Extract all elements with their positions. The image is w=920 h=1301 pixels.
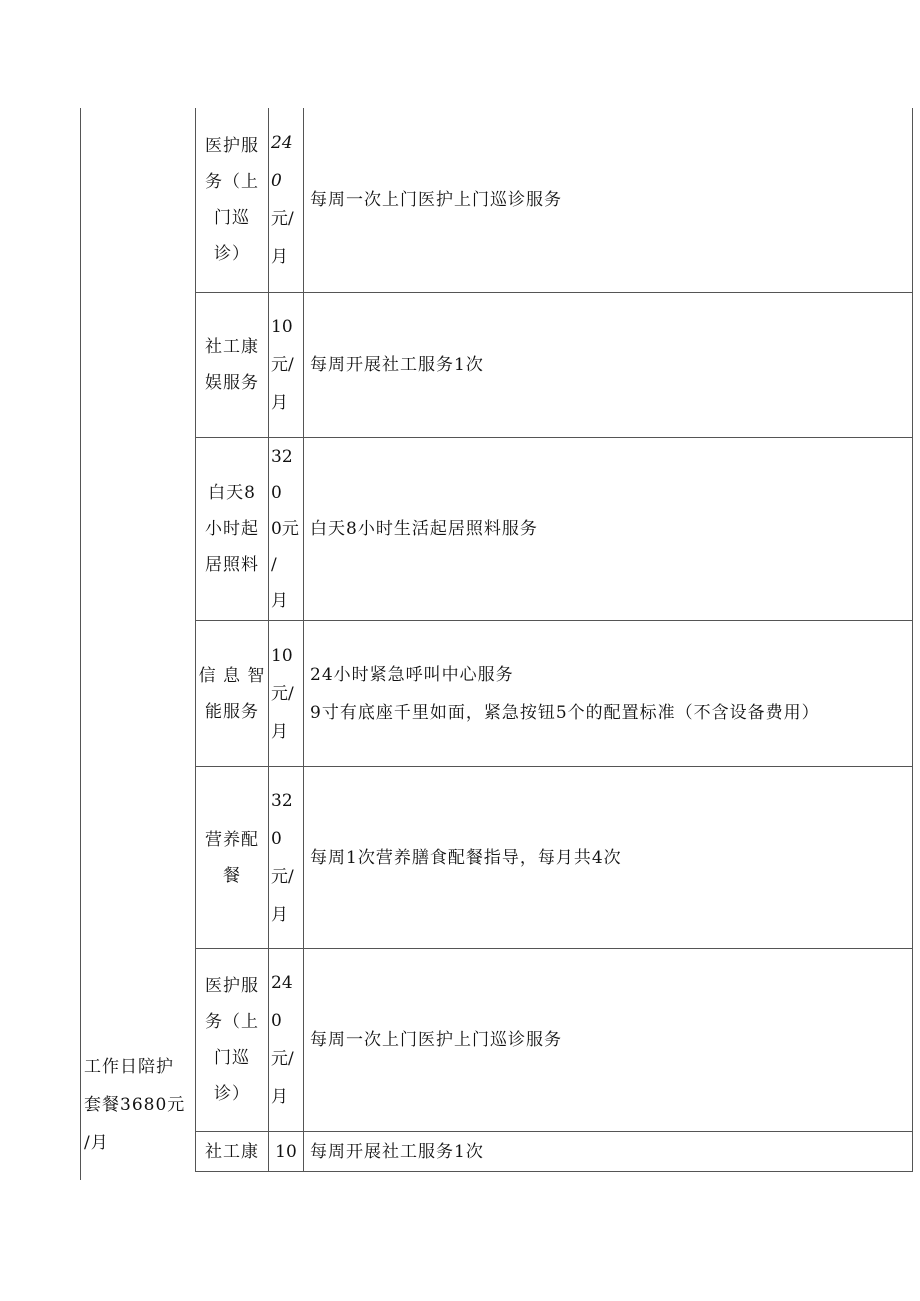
price-line: 月 xyxy=(271,247,288,267)
service-name-line: 能服务 xyxy=(205,701,259,722)
service-name-line: 医护服 xyxy=(205,976,259,996)
description-cell xyxy=(304,949,912,1131)
description-line: 每周1次营养膳食配餐指导，每月共4次 xyxy=(310,847,622,868)
description-cell xyxy=(304,1132,912,1171)
price-line: 320 xyxy=(271,447,293,503)
service-name-cell xyxy=(196,767,268,948)
service-name-line: 娱服务 xyxy=(205,373,259,393)
service-name-cell xyxy=(196,108,268,292)
description-cell xyxy=(304,438,912,620)
price-line: 240 xyxy=(271,133,293,191)
service-name-line: 小时起 xyxy=(205,519,259,539)
price-cell xyxy=(269,1132,303,1171)
description-cell xyxy=(304,767,912,948)
description-line: 每周一次上门医护上门巡诊服务 xyxy=(310,190,562,210)
price-cell xyxy=(269,438,303,620)
service-name-line: 务（上 xyxy=(205,1012,259,1032)
price-line: 10 xyxy=(271,317,293,337)
service-name-line: 务（上 xyxy=(205,172,259,192)
package-line-2: 套餐3680元 xyxy=(84,1095,186,1115)
price-cell xyxy=(269,767,303,948)
price-line: 月 xyxy=(271,1087,288,1107)
description-line: 每周开展社工服务1次 xyxy=(310,355,484,375)
price-line: 320 xyxy=(271,790,293,849)
service-name-line: 诊） xyxy=(214,244,250,264)
package-label xyxy=(84,1048,190,1162)
table-border-left xyxy=(80,108,81,1180)
price-cell xyxy=(269,293,303,437)
price-line: 0元 xyxy=(271,519,299,539)
price-line: 元/ xyxy=(271,683,294,704)
price-line: 月 xyxy=(271,904,288,925)
description-line: 24小时紧急呼叫中心服务 xyxy=(310,664,514,685)
service-name-line: 白天8 xyxy=(208,483,256,503)
price-line: 月 xyxy=(271,393,288,413)
service-name-cell xyxy=(196,438,268,620)
description-cell xyxy=(304,108,912,292)
package-line-1: 工作日陪护 xyxy=(84,1057,174,1077)
table-border-bottom xyxy=(195,1171,913,1172)
description-line: 白天8小时生活起居照料服务 xyxy=(310,519,538,539)
description-line: 每周一次上门医护上门巡诊服务 xyxy=(310,1030,562,1050)
service-name-line: 门巡 xyxy=(214,1048,250,1068)
price-line: 240 xyxy=(271,973,293,1031)
price-cell xyxy=(269,621,303,766)
package-line-3: /月 xyxy=(84,1133,109,1153)
price-line: 月 xyxy=(271,591,288,611)
price-line: 元/ xyxy=(271,866,294,887)
price-line: 月 xyxy=(271,721,288,742)
price-line: 元/ xyxy=(271,355,294,375)
price-line: / xyxy=(271,555,277,575)
service-name-line: 营养配 xyxy=(205,829,259,850)
price-line: 10 xyxy=(271,645,293,666)
service-name-cell xyxy=(196,293,268,437)
price-line: 元/ xyxy=(271,1049,294,1069)
service-name-line: 社工康 xyxy=(205,337,259,357)
service-name-line: 医护服 xyxy=(205,136,259,156)
price-line: 元/ xyxy=(271,209,294,229)
service-name-line: 居照料 xyxy=(205,555,259,575)
service-name-cell xyxy=(196,1132,268,1171)
description-cell xyxy=(304,293,912,437)
price-cell xyxy=(269,949,303,1131)
service-name-line: 社工康 xyxy=(205,1141,259,1162)
description-line: 9寸有底座千里如面，紧急按钮5个的配置标准（不含设备费用） xyxy=(310,702,820,723)
description-cell xyxy=(304,621,912,766)
price-line: 10 xyxy=(275,1141,297,1162)
service-name-line: 诊） xyxy=(214,1084,250,1104)
service-name-cell xyxy=(196,949,268,1131)
price-cell xyxy=(269,108,303,292)
service-name-line: 信 息 智 xyxy=(198,665,266,686)
table-border-right xyxy=(912,108,913,1172)
service-name-line: 餐 xyxy=(223,865,241,886)
service-name-line: 门巡 xyxy=(214,208,250,228)
service-name-cell xyxy=(196,621,268,766)
description-line: 每周开展社工服务1次 xyxy=(310,1141,484,1162)
